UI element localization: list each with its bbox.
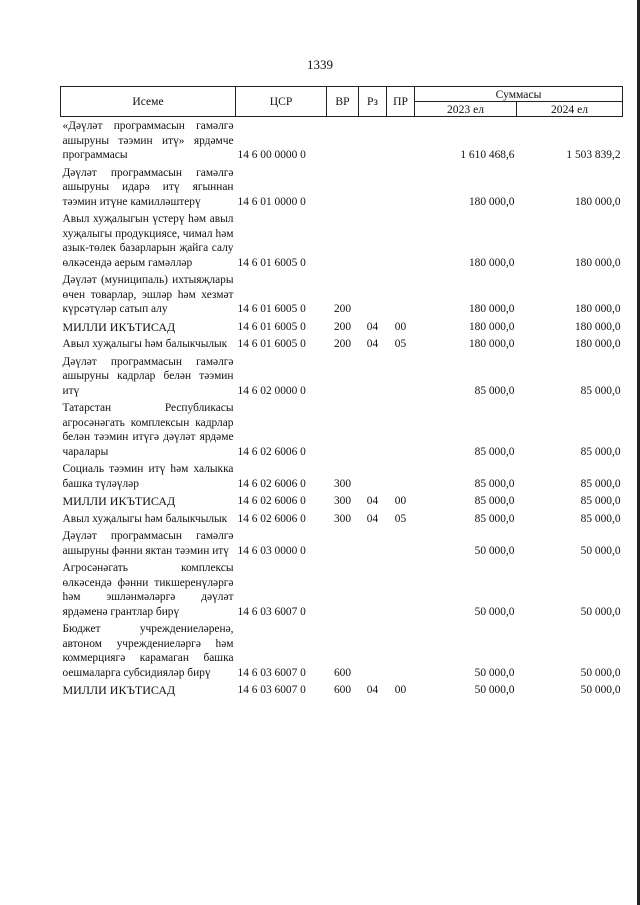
row-name-cell: Дәүләт (муниципаль) ихтыяҗлары өчен товарлар, эшләр һәм хезмәт күрсәтүләр сатып алу — [62, 274, 234, 315]
row-csr-cell: 14 6 02 6006 0 — [237, 445, 306, 458]
row-csr-cell: 14 6 01 0000 0 — [237, 195, 306, 208]
row-sum-2024-cell: 50 000,0 — [580, 605, 621, 618]
table-row — [61, 492, 623, 510]
row-csr-cell: 14 6 03 6007 0 — [237, 666, 306, 679]
row-csr-cell: 14 6 02 6006 0 — [237, 477, 306, 490]
row-name-cell: МИЛЛИ ИКЪТИСАД — [62, 319, 176, 334]
row-sum-2023-cell: 85 000,0 — [474, 445, 515, 458]
row-sum-2024-cell: 180 000,0 — [574, 338, 621, 350]
row-sum-2024-cell: 85 000,0 — [580, 495, 621, 507]
row-rz-cell — [359, 620, 387, 681]
row-name-cell: Бюджет учреждениеләренә, автоном учреждениеләргә һәм коммерциягә карамаган башка оешмаларга субсидияләр бирү — [62, 623, 234, 679]
row-pr-cell: 05 — [394, 338, 407, 350]
row-csr-cell: 14 6 02 6006 0 — [237, 512, 306, 525]
table-row — [61, 527, 623, 559]
row-name-cell: Дәүләт программасын гамәлгә ашыруны кадрлар белән тәэмин итү — [62, 355, 234, 397]
row-vr-cell — [327, 117, 359, 164]
row-name-cell: Дәүләт программасын гамәлгә ашыруны фәнни яктан тәэмин итү — [62, 530, 234, 557]
row-sum-2024-cell: 180 000,0 — [574, 256, 621, 269]
row-sum-2024-cell: 50 000,0 — [580, 684, 621, 696]
row-pr-cell: 00 — [394, 320, 407, 333]
table-row — [61, 271, 623, 318]
row-vr-cell: 300 — [333, 495, 352, 507]
row-pr-cell: 00 — [394, 684, 407, 696]
table-row — [61, 460, 623, 492]
row-csr-cell: 14 6 01 6005 0 — [237, 303, 306, 315]
row-name-cell: Агросәнәгать комплексы өлкәсендә фәнни тикшеренүләргә һәм эшләнмәләргә дәүләт ярдәменә грантлар бирү — [62, 562, 234, 618]
row-csr-cell: 14 6 01 6005 0 — [237, 320, 306, 333]
row-sum-2023-cell: 85 000,0 — [474, 512, 515, 525]
table-row — [61, 399, 623, 460]
table-row — [61, 335, 623, 353]
row-sum-2023-cell: 50 000,0 — [474, 544, 515, 557]
row-vr-cell: 200 — [333, 303, 352, 315]
row-sum-2024-cell: 85 000,0 — [580, 445, 621, 458]
row-rz-cell: 04 — [366, 338, 379, 350]
row-sum-2023-cell: 50 000,0 — [474, 684, 515, 696]
header-year-2024: 2024 ел — [517, 102, 623, 117]
row-pr-cell — [387, 620, 415, 681]
budget-table — [60, 86, 623, 699]
row-vr-cell — [327, 164, 359, 211]
row-sum-2023-cell: 1 610 468,6 — [460, 149, 515, 161]
row-vr-cell: 300 — [333, 512, 352, 525]
row-rz-cell — [359, 271, 387, 318]
row-pr-cell — [387, 399, 415, 460]
row-rz-cell: 04 — [366, 512, 379, 525]
row-sum-2024-cell: 1 503 839,2 — [566, 149, 621, 161]
row-pr-cell — [387, 559, 415, 620]
table-row — [61, 510, 623, 528]
row-vr-cell: 600 — [333, 684, 352, 696]
row-pr-cell — [387, 117, 415, 164]
row-sum-2023-cell: 180 000,0 — [468, 195, 515, 208]
row-name-cell: МИЛЛИ ИКЪТИСАД — [62, 683, 176, 697]
row-pr-cell — [387, 353, 415, 400]
row-name-cell: Авыл хуҗалыгын үстерү һәм авыл хуҗалыгы продукциясе, чимал һәм азык-төлек базарларын җайга салу өлкәсендә аерым гамәлләр — [62, 213, 234, 269]
row-name-cell: Татарстан Республикасы агросәнәгать комплексын кадрлар белән тәэмин итүгә дәүләт ярдәме чаралары — [62, 402, 234, 458]
row-sum-2024-cell: 50 000,0 — [580, 544, 621, 557]
table-row — [61, 318, 623, 336]
row-rz-cell — [359, 164, 387, 211]
row-rz-cell — [359, 399, 387, 460]
row-name-cell: Социаль тәэмин итү һәм халыкка башка түләүләр — [62, 463, 234, 490]
table-row — [61, 164, 623, 211]
row-pr-cell: 05 — [394, 512, 407, 525]
row-vr-cell: 300 — [333, 477, 352, 490]
row-sum-2023-cell: 180 000,0 — [468, 303, 515, 315]
row-vr-cell — [327, 559, 359, 620]
row-rz-cell — [359, 117, 387, 164]
table-row — [61, 681, 623, 699]
row-csr-cell: 14 6 00 0000 0 — [237, 149, 306, 161]
page-number: 1339 — [307, 57, 333, 72]
row-rz-cell — [359, 527, 387, 559]
row-rz-cell — [359, 353, 387, 400]
header-name: Исеме — [61, 87, 236, 117]
row-vr-cell — [327, 353, 359, 400]
row-sum-2023-cell: 50 000,0 — [474, 605, 515, 618]
row-rz-cell — [359, 559, 387, 620]
row-sum-2024-cell: 85 000,0 — [580, 384, 621, 397]
row-name-cell: Авыл хуҗалыгы һәм балыкчылык — [62, 512, 228, 525]
row-rz-cell — [359, 210, 387, 271]
row-sum-2024-cell: 50 000,0 — [580, 666, 621, 679]
row-vr-cell — [327, 210, 359, 271]
row-pr-cell — [387, 460, 415, 492]
row-name-cell: МИЛЛИ ИКЪТИСАД — [62, 494, 176, 508]
row-vr-cell: 200 — [333, 338, 352, 350]
table-row — [61, 559, 623, 620]
row-csr-cell: 14 6 01 6005 0 — [237, 256, 306, 269]
table-row — [61, 353, 623, 400]
row-csr-cell: 14 6 02 6006 0 — [237, 495, 306, 507]
header-rz: Рз — [359, 87, 387, 117]
row-sum-2023-cell: 50 000,0 — [474, 666, 515, 679]
row-csr-cell: 14 6 01 6005 0 — [237, 338, 306, 350]
row-vr-cell — [327, 527, 359, 559]
row-pr-cell — [387, 210, 415, 271]
header-csr: ЦСР — [236, 87, 327, 117]
row-sum-2023-cell: 180 000,0 — [468, 320, 515, 333]
row-rz-cell: 04 — [366, 684, 379, 696]
row-vr-cell — [327, 399, 359, 460]
row-csr-cell: 14 6 03 0000 0 — [237, 544, 306, 557]
row-sum-2024-cell: 180 000,0 — [574, 320, 621, 333]
row-sum-2023-cell: 85 000,0 — [474, 495, 515, 507]
row-pr-cell — [387, 527, 415, 559]
row-sum-2023-cell: 180 000,0 — [468, 338, 515, 350]
header-vr: ВР — [327, 87, 359, 117]
table-header — [61, 87, 623, 117]
row-pr-cell — [387, 164, 415, 211]
row-vr-cell: 600 — [333, 666, 352, 679]
row-sum-2024-cell: 85 000,0 — [580, 477, 621, 490]
row-pr-cell: 00 — [394, 495, 407, 507]
row-sum-2023-cell: 180 000,0 — [468, 256, 515, 269]
row-sum-2024-cell: 85 000,0 — [580, 512, 621, 525]
row-name-cell: Авыл хуҗалыгы һәм балыкчылык — [62, 338, 228, 350]
header-sums: Суммасы — [415, 87, 623, 102]
row-csr-cell: 14 6 03 6007 0 — [237, 684, 306, 696]
row-vr-cell: 200 — [333, 320, 352, 333]
header-pr: ПР — [387, 87, 415, 117]
row-sum-2024-cell: 180 000,0 — [574, 195, 621, 208]
row-name-cell: Дәүләт программасын гамәлгә ашыруны идарә итү ягыннан тәэмин итүне камилләштерү — [62, 166, 234, 208]
table-row — [61, 210, 623, 271]
row-csr-cell: 14 6 03 6007 0 — [237, 605, 306, 618]
row-rz-cell: 04 — [366, 495, 379, 507]
row-rz-cell: 04 — [366, 320, 379, 333]
header-year-2023: 2023 ел — [415, 102, 517, 117]
row-pr-cell — [387, 271, 415, 318]
table-row — [61, 620, 623, 681]
table-body — [61, 117, 623, 699]
table-row — [61, 117, 623, 164]
row-csr-cell: 14 6 02 0000 0 — [237, 384, 306, 397]
row-sum-2023-cell: 85 000,0 — [474, 477, 515, 490]
row-sum-2024-cell: 180 000,0 — [574, 303, 621, 315]
row-rz-cell — [359, 460, 387, 492]
row-sum-2023-cell: 85 000,0 — [474, 384, 515, 397]
row-name-cell: «Дәүләт программасын гамәлгә ашыруны тәэмин итү» ярдәмче программасы — [62, 120, 234, 161]
